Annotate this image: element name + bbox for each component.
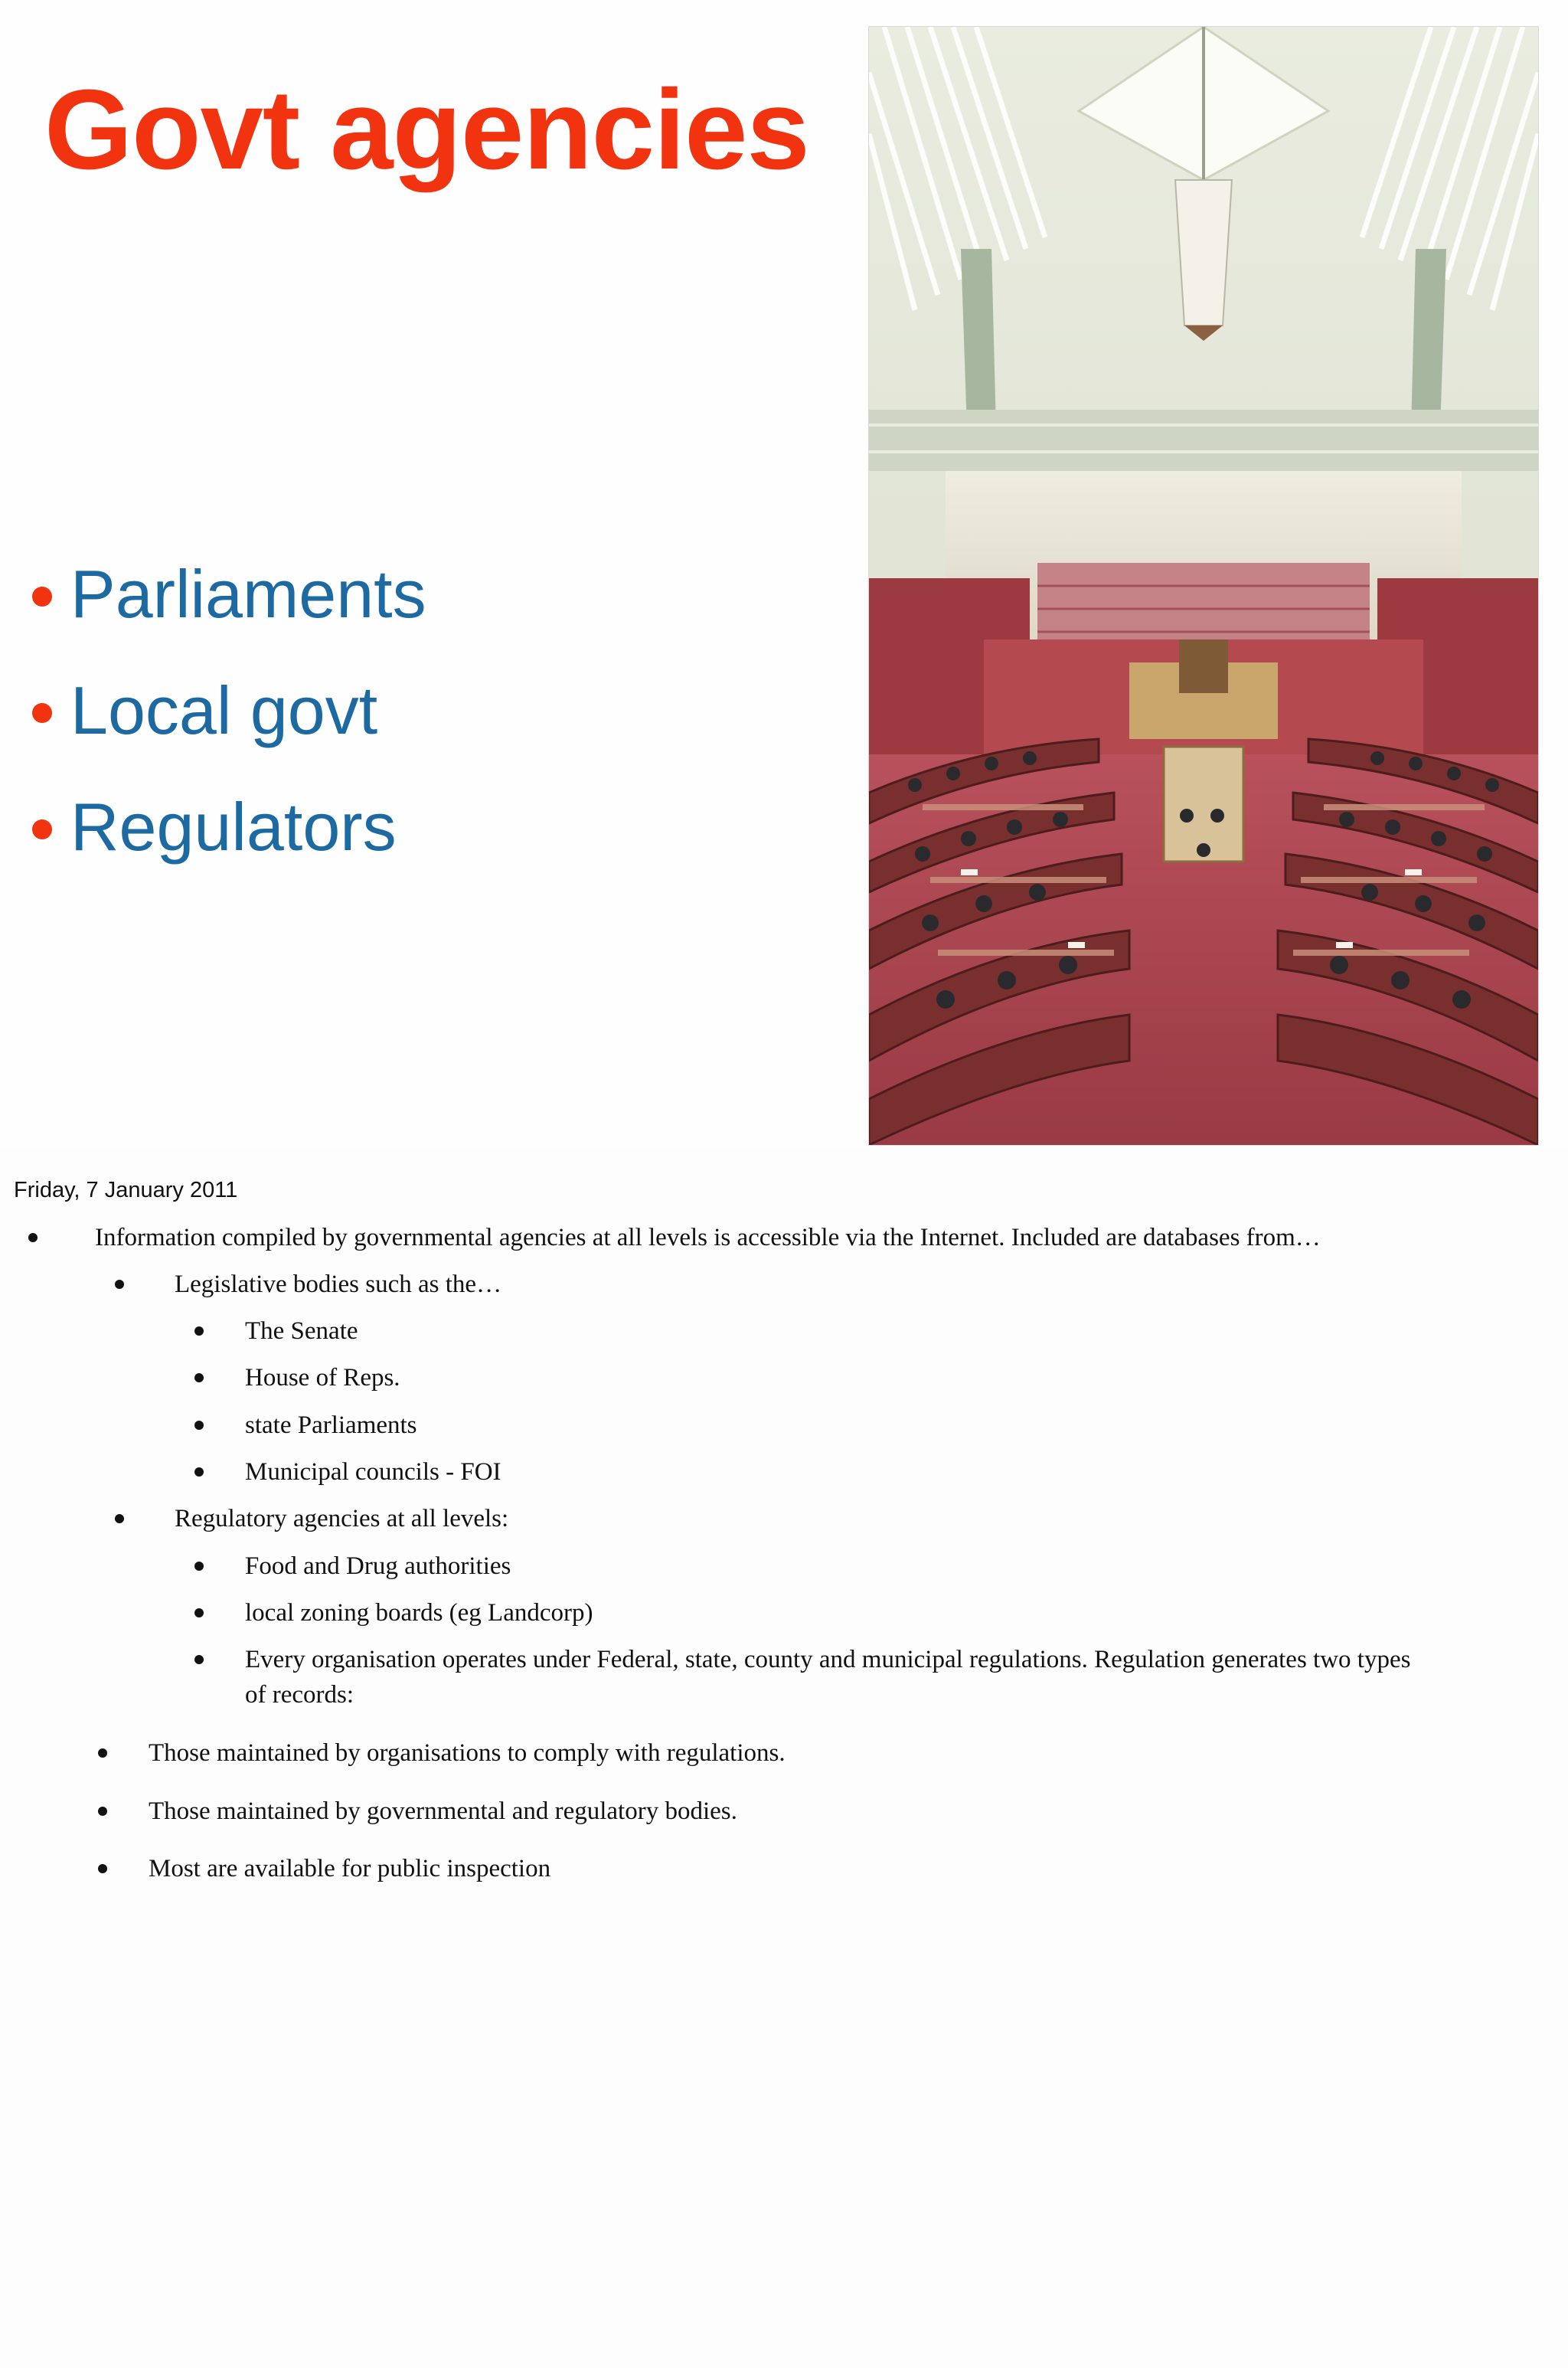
bullet-dot-icon [32,703,52,723]
notes-legislative-item: state Parliaments [245,1411,417,1439]
notes-record-type: Those maintained by governmental and regulatory bodies. [149,1797,737,1825]
slide-bullet-list [32,536,426,885]
notes-legislative-item: The Senate [245,1317,358,1345]
bullet-icon [194,1421,204,1430]
bullet-icon [28,1233,38,1242]
slide-title: Govt agencies [44,67,809,193]
bullet-icon [194,1373,204,1382]
notes-legislative-heading: Legislative bodies such as the… [175,1271,502,1298]
notes-legislative-item: Municipal councils - FOI [245,1458,501,1486]
slide-bullet-local-govt [32,653,426,769]
bullet-dot-icon [32,587,52,607]
bullet-dot-icon [32,819,52,839]
slide-bullet-label: Local govt [70,672,378,748]
notes-date: Friday, 7 January 2011 [14,1178,238,1202]
notes-intro: Information compiled by governmental agencies at all levels is accessible via the Internet. Included are databases from… [95,1224,1321,1251]
slide-bullet-label: Regulators [70,789,397,865]
notes-regulatory-item: Food and Drug authorities [245,1552,511,1580]
parliament-chamber-photo [868,26,1539,1146]
notes-regulatory-heading: Regulatory agencies at all levels: [175,1505,509,1532]
notes-legislative-item: House of Reps. [245,1364,400,1392]
bullet-icon [98,1864,107,1873]
bullet-icon [115,1280,124,1289]
notes-record-type: Most are available for public inspection [149,1855,551,1882]
slide [0,0,1568,1149]
bullet-icon [194,1608,204,1617]
bullet-icon [98,1807,107,1816]
notes-record-type: Those maintained by organisations to comply with regulations. [149,1739,786,1767]
bullet-icon [98,1748,107,1758]
bullet-icon [194,1326,204,1336]
bullet-icon [194,1467,204,1477]
slide-bullet-label: Parliaments [70,556,426,632]
notes-regulatory-item: local zoning boards (eg Landcorp) [245,1599,593,1627]
slide-bullet-parliaments [32,536,426,653]
bullet-icon [194,1655,204,1664]
bullet-icon [115,1514,124,1523]
bullet-icon [194,1562,204,1571]
notes-regulation-line-1: Every organisation operates under Federal, state, county and municipal regulations. Regulation generates two types [245,1646,1411,1673]
slide-bullet-regulators [32,769,426,885]
notes-regulation-line-2: of records: [245,1681,354,1709]
